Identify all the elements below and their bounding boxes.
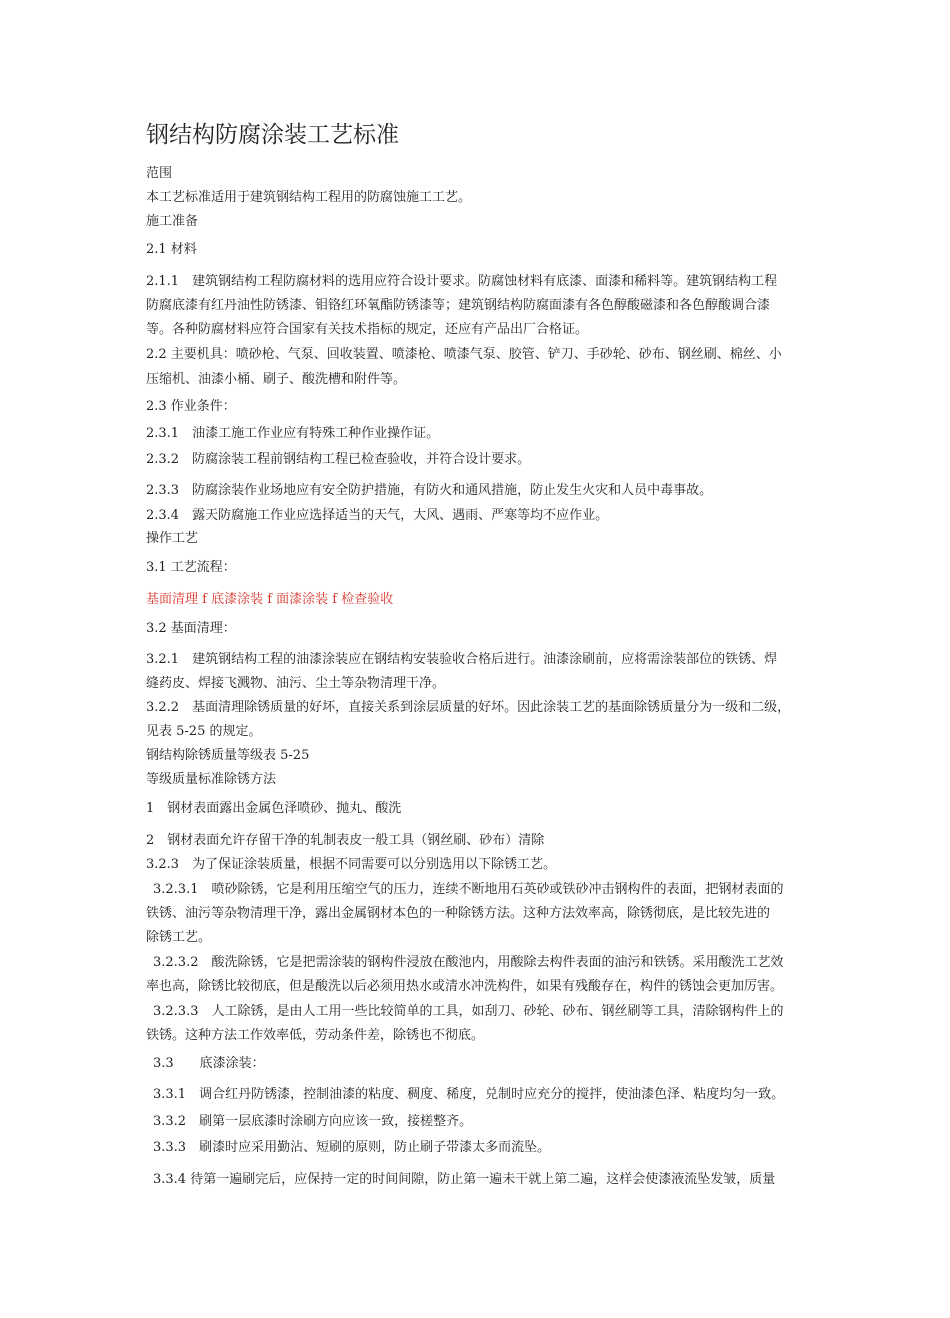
text-line: 压缩机、油漆小桶、刷子、酸洗槽和附件等。: [146, 372, 407, 387]
text-line: 2.3.1 油漆工施工作业应有特殊工种作业操作证。: [146, 426, 440, 441]
text-line: 3.2.1 建筑钢结构工程的油漆涂装应在钢结构安装验收合格后进行。油漆涂刷前，应将需涂装部位的铁锈、焊: [146, 652, 778, 667]
text-line: 缝药皮、焊接飞溅物、油污、尘土等杂物清理干净。: [146, 676, 446, 691]
text-line: 铁锈、油污等杂物清理干净，露出金属钢材本色的一种除锈方法。这种方法效率高，除锈彻底，是比较先进的: [146, 906, 771, 921]
text-line: 2.3 作业条件：: [146, 399, 236, 414]
text-line: 3.3.3 刷漆时应采用勤沾、短刷的原则，防止刷子带漆太多而流坠。: [153, 1140, 551, 1155]
process-flow-line: 基面清理 f 底漆涂装 f 面漆涂装 f 检查验收: [146, 592, 394, 607]
text-line: 本工艺标准适用于建筑钢结构工程用的防腐蚀施工工艺。: [146, 190, 472, 205]
text-line: 除锈工艺。: [146, 930, 212, 945]
text-line: 3.2.3.2 酸洗除锈，它是把需涂装的钢构件浸放在酸池内，用酸除去构件表面的油污和铁锈。采用酸洗工艺效: [153, 955, 784, 970]
text-line: 3.3 底漆涂装：: [153, 1056, 265, 1071]
text-line: 钢结构除锈质量等级表 5-25: [146, 748, 310, 763]
text-line: 率也高，除锈比较彻底，但是酸洗以后必须用热水或清水冲洗构件，如果有残酸存在，构件的锈蚀会更加厉害。: [146, 979, 784, 994]
text-line: 2.2 主要机具：喷砂枪、气泵、回收装置、喷漆枪、喷漆气泵、胶管、铲刀、手砂轮、砂布、钢丝刷、棉丝、小: [146, 347, 782, 362]
text-line: 2.3.4 露天防腐施工作业应选择适当的天气，大风、遇雨、严寒等均不应作业。: [146, 508, 609, 523]
text-line: 范围: [146, 166, 173, 181]
text-line: 3.3.4 待第一遍刷完后，应保持一定的时间间隙，防止第一遍未干就上第二遍，这样会使漆液流坠发皱，质量: [153, 1172, 776, 1187]
text-line: 3.2.3.1 喷砂除锈，它是利用压缩空气的压力，连续不断地用石英砂或铁砂冲击钢构件的表面，把钢材表面的: [153, 882, 784, 897]
text-line: 2.3.3 防腐涂装作业场地应有安全防护措施，有防火和通风措施，防止发生火灾和人员中毒事故。: [146, 483, 713, 498]
text-line: 3.2.3 为了保证涂装质量，根据不同需要可以分别选用以下除锈工艺。: [146, 857, 557, 872]
text-line: 3.1 工艺流程：: [146, 560, 236, 575]
text-line: 1 钢材表面露出金属色泽喷砂、抛丸、酸洗: [146, 801, 402, 816]
text-line: 操作工艺: [146, 531, 199, 546]
text-line: 见表 5-25 的规定。: [146, 724, 262, 739]
text-line: 3.2.2 基面清理除锈质量的好坏，直接关系到涂层质量的好坏。因此涂装工艺的基面除锈质量分为一级和二级，: [146, 700, 791, 715]
document-title: 钢结构防腐涂装工艺标准: [146, 122, 399, 148]
text-line: 等级质量标准除锈方法: [146, 772, 277, 787]
text-line: 铁锈。这种方法工作效率低，劳动条件差，除锈也不彻底。: [146, 1028, 485, 1043]
text-line: 3.3.2 刷第一层底漆时涂刷方向应该一致，接槎整齐。: [153, 1114, 473, 1129]
text-line: 3.2.3.3 人工除锈，是由人工用一些比较简单的工具，如刮刀、砂轮、砂布、钢丝刷等工具，清除钢构件上的: [153, 1004, 784, 1019]
text-line: 3.3.1 调合红丹防锈漆，控制油漆的粘度、稠度、稀度，兑制时应充分的搅拌，使油漆色泽、粘度均匀一致。: [153, 1087, 785, 1102]
text-line: 3.2 基面清理：: [146, 621, 236, 636]
text-line: 2.3.2 防腐涂装工程前钢结构工程已检查验收，并符合设计要求。: [146, 452, 531, 467]
text-line: 等。各种防腐材料应符合国家有关技术指标的规定，还应有产品出厂合格证。: [146, 322, 589, 337]
text-line: 2.1.1 建筑钢结构工程防腐材料的选用应符合设计要求。防腐蚀材料有底漆、面漆和稀料等。建筑钢结构工程: [146, 274, 778, 289]
text-line: 施工准备: [146, 214, 199, 229]
text-line: 2 钢材表面允许存留干净的轧制表皮一般工具（钢丝刷、砂布）清除: [146, 833, 545, 848]
text-line: 防腐底漆有红丹油性防锈漆、钼铬红环氧酯防锈漆等；建筑钢结构防腐面漆有各色醇酸磁漆和各色醇酸调合漆: [146, 298, 771, 313]
text-line: 2.1 材料: [146, 242, 197, 257]
